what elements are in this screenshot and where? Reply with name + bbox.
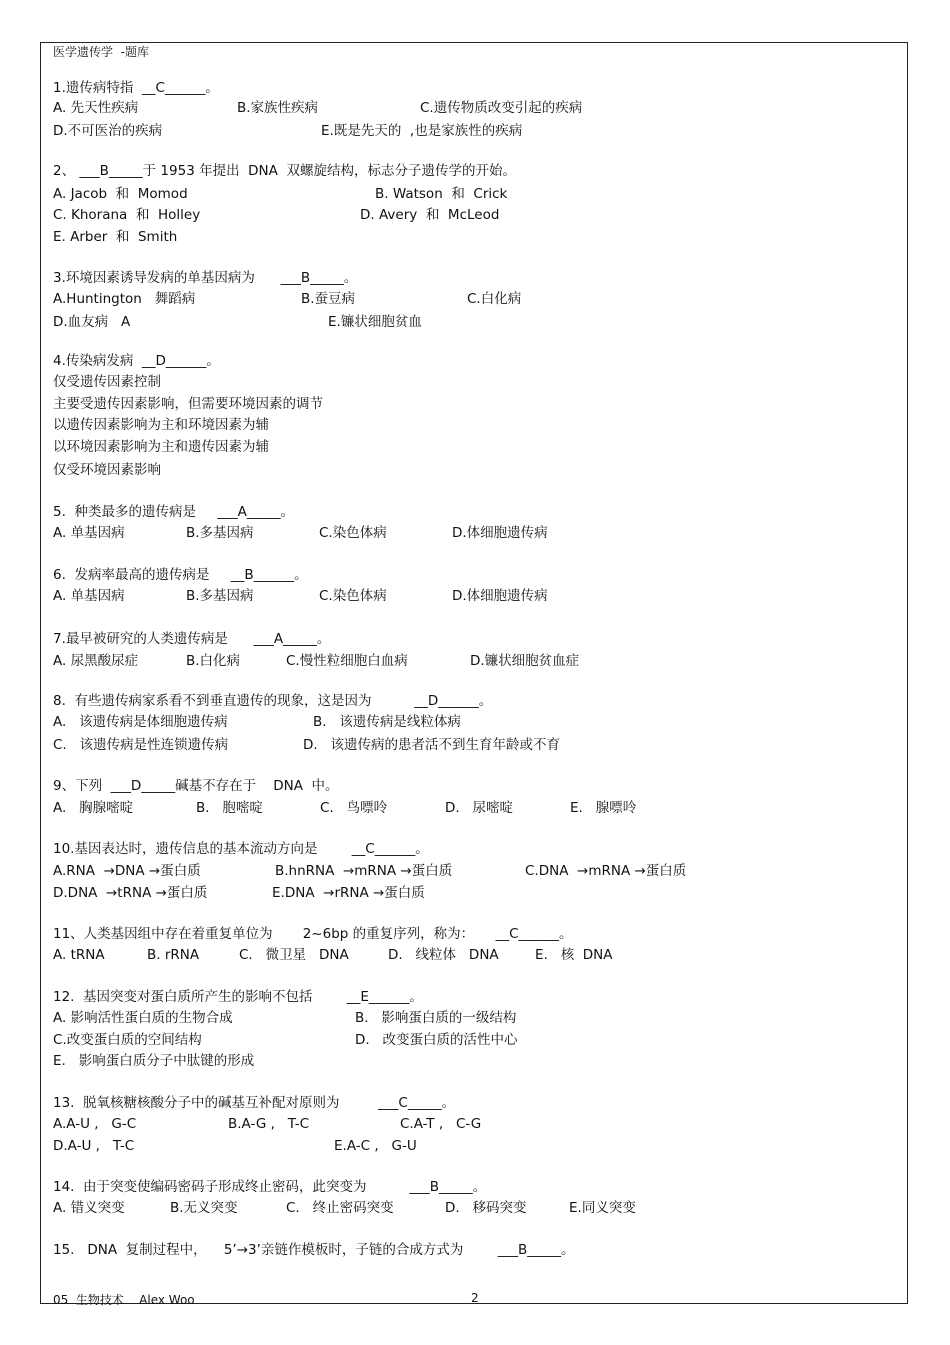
- question-stem: 5. 种类最多的遗传病是 ___A_____。: [53, 504, 295, 520]
- option: E. 影响蛋白质分子中肽键的形成: [53, 1053, 255, 1069]
- option: B.多基因病: [186, 588, 254, 604]
- option: A. 先天性疾病: [53, 100, 139, 116]
- option: A. 尿黑酸尿症: [53, 653, 139, 669]
- option: C.改变蛋白质的空间结构: [53, 1032, 202, 1048]
- option: D.A-U , T-C: [53, 1138, 135, 1154]
- option: 仅受环境因素影响: [53, 462, 161, 478]
- option: B.多基因病: [186, 525, 254, 541]
- option: 仅受遗传因素控制: [53, 374, 161, 390]
- question-stem: 13. 脱氧核糖核酸分子中的碱基互补配对原则为 ___C_____。: [53, 1095, 456, 1111]
- option: A. tRNA: [53, 947, 105, 963]
- option: B. Watson 和 Crick: [375, 186, 508, 202]
- option: A. 错义突变: [53, 1200, 125, 1216]
- question-stem: 14. 由于突变使编码密码子形成终止密码，此突变为 ___B_____。: [53, 1179, 487, 1195]
- option: D. 尿嘧啶: [445, 800, 514, 816]
- option: E.既是先天的 ,也是家族性的疾病: [321, 123, 523, 139]
- option: E. Arber 和 Smith: [53, 229, 178, 245]
- option: B. 影响蛋白质的一级结构: [355, 1010, 517, 1026]
- option: B. rRNA: [147, 947, 200, 963]
- option: B.hnRNA →mRNA →蛋白质: [275, 863, 453, 879]
- option: C. 该遗传病是性连锁遗传病: [53, 737, 229, 753]
- option: E.DNA →rRNA →蛋白质: [272, 885, 425, 901]
- option: D. 该遗传病的患者活不到生育年龄或不育: [303, 737, 561, 753]
- option: E. 腺嘌呤: [570, 800, 637, 816]
- page-header: 医学遗传学 -题库: [53, 45, 149, 59]
- option: E.A-C , G-U: [334, 1138, 417, 1154]
- option: C. Khorana 和 Holley: [53, 207, 201, 223]
- option: C.遗传物质改变引起的疾病: [420, 100, 583, 116]
- question-stem: 11、人类基因组中存在着重复单位为 2~6bp 的重复序列，称为： __C______。: [53, 926, 573, 942]
- question-stem: 4.传染病发病 __D______。: [53, 353, 220, 369]
- option: A.A-U , G-C: [53, 1116, 137, 1132]
- question-stem: 3.环境因素诱导发病的单基因病为 ___B_____。: [53, 270, 358, 286]
- option: B.蚕豆病: [301, 291, 356, 307]
- option: D.血友病 A: [53, 314, 131, 330]
- question-stem: 10.基因表达时，遗传信息的基本流动方向是 __C______。: [53, 841, 429, 857]
- page-number: 2: [471, 1291, 479, 1305]
- question-stem: 2、 ___B_____于 1953 年提出 DNA 双螺旋结构，标志分子遗传学的开始。: [53, 163, 516, 179]
- option: 以遗传因素影响为主和环境因素为辅: [53, 417, 269, 433]
- option: C. 微卫星 DNA: [239, 947, 349, 963]
- option: B.家族性疾病: [237, 100, 319, 116]
- option: D. 线粒体 DNA: [388, 947, 499, 963]
- question-stem: 8. 有些遗传病家系看不到垂直遗传的现象，这是因为 __D______。: [53, 693, 493, 709]
- option: A. 单基因病: [53, 525, 125, 541]
- option: D. 移码突变: [445, 1200, 527, 1216]
- question-stem: 7.最早被研究的人类遗传病是 ___A_____。: [53, 631, 331, 647]
- question-stem: 1.遗传病特指 __C______。: [53, 80, 219, 96]
- footer-text: 05 生物技术 Alex Woo: [53, 1293, 195, 1307]
- question-stem: 15. DNA 复制过程中， 5’→3’亲链作模板时，子链的合成方式为 ___B_____。: [53, 1242, 575, 1258]
- option: C.A-T , C-G: [400, 1116, 482, 1132]
- option: A.Huntington 舞蹈病: [53, 291, 196, 307]
- question-stem: 12. 基因突变对蛋白质所产生的影响不包括 __E______。: [53, 989, 423, 1005]
- option: A. 胸腺嘧啶: [53, 800, 134, 816]
- option: D.体细胞遗传病: [452, 588, 548, 604]
- option: 主要受遗传因素影响，但需要环境因素的调节: [53, 396, 323, 412]
- option: C. 终止密码突变: [286, 1200, 394, 1216]
- option: E. 核 DNA: [535, 947, 613, 963]
- option: B.白化病: [186, 653, 241, 669]
- option: B. 胞嘧啶: [196, 800, 263, 816]
- question-stem: 6. 发病率最高的遗传病是 __B______。: [53, 567, 308, 583]
- option: D.不可医治的疾病: [53, 123, 163, 139]
- option: 以环境因素影响为主和遗传因素为辅: [53, 439, 269, 455]
- option: E.镰状细胞贫血: [328, 314, 422, 330]
- option: C.白化病: [467, 291, 522, 307]
- option: A. 单基因病: [53, 588, 125, 604]
- option: A. 该遗传病是体细胞遗传病: [53, 714, 228, 730]
- option: D.体细胞遗传病: [452, 525, 548, 541]
- option: C.DNA →mRNA →蛋白质: [525, 863, 687, 879]
- option: B. 该遗传病是线粒体病: [313, 714, 461, 730]
- option: A. Jacob 和 Momod: [53, 186, 188, 202]
- option: D.DNA →tRNA →蛋白质: [53, 885, 208, 901]
- option: D. Avery 和 McLeod: [360, 207, 500, 223]
- option: C. 鸟嘌呤: [320, 800, 388, 816]
- option: A.RNA →DNA →蛋白质: [53, 863, 201, 879]
- option: C.染色体病: [319, 588, 387, 604]
- option: D. 改变蛋白质的活性中心: [355, 1032, 518, 1048]
- option: A. 影响活性蛋白质的生物合成: [53, 1010, 233, 1026]
- option: E.同义突变: [569, 1200, 636, 1216]
- option: C.慢性粒细胞白血病: [286, 653, 408, 669]
- option: C.染色体病: [319, 525, 387, 541]
- option: B.无义突变: [170, 1200, 238, 1216]
- option: D.镰状细胞贫血症: [470, 653, 580, 669]
- question-stem: 9、下列 ___D_____碱基不存在于 DNA 中。: [53, 778, 339, 794]
- option: B.A-G , T-C: [228, 1116, 310, 1132]
